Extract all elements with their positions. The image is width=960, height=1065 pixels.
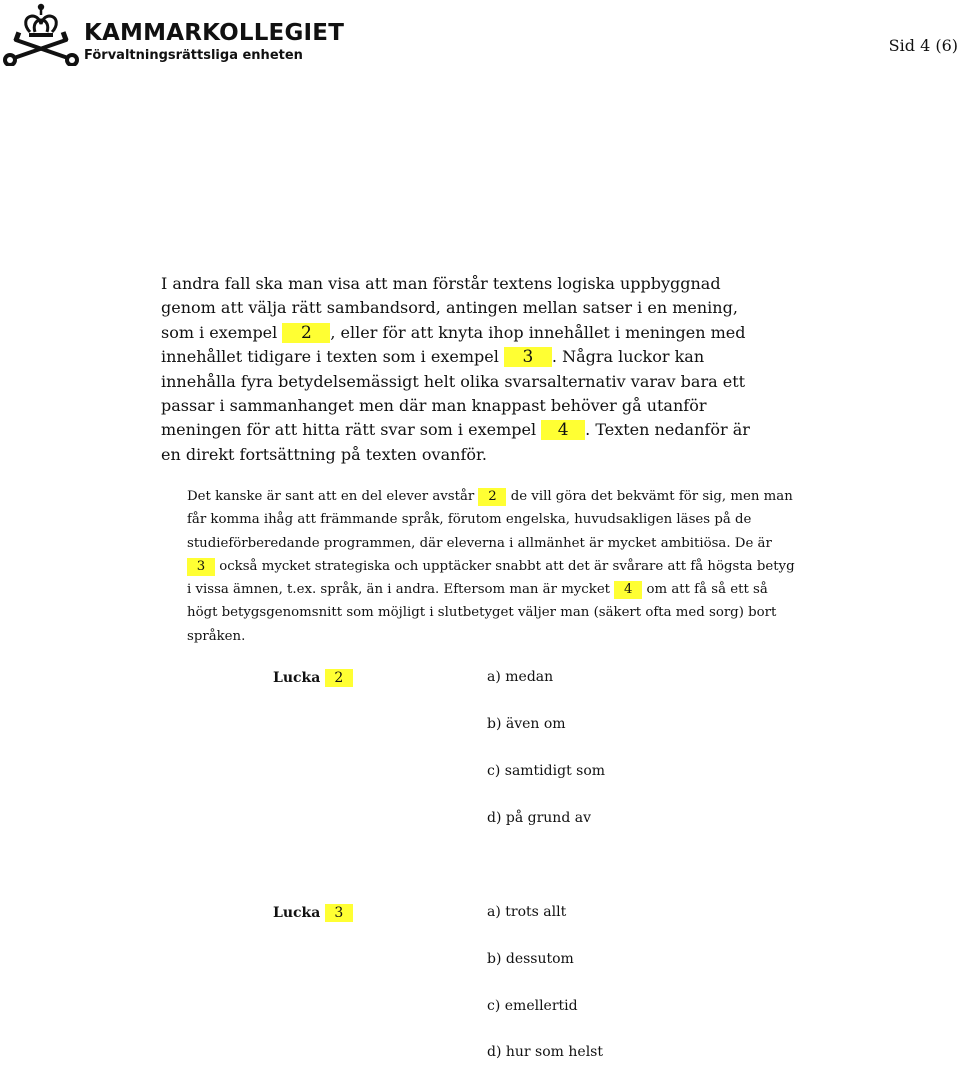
option-a[interactable]: a) trots allt bbox=[487, 904, 567, 920]
passage-line: högt betygsgenomsnitt som möjligt i slutbetyget väljer man (säkert ofta med sorg) bort bbox=[187, 605, 777, 621]
gap-input[interactable]: 4 bbox=[614, 581, 642, 599]
passage-text: också mycket strategiska och upptäcker snabbt att det är svårare att få högsta betyg bbox=[215, 558, 795, 574]
gap-marker: 4 bbox=[541, 420, 585, 440]
intro-text: innehållet tidigare i texten som i exempel bbox=[161, 347, 504, 367]
passage-line bbox=[187, 555, 957, 578]
option-b[interactable]: b) även om bbox=[487, 716, 566, 732]
kammarkollegiet-logo bbox=[2, 2, 80, 66]
intro-text: som i exempel bbox=[161, 322, 283, 342]
intro-text: . Texten nedanför är bbox=[585, 420, 750, 440]
passage-text: Det kanske är sant att en del elever avstår bbox=[187, 489, 479, 504]
passage-line bbox=[187, 485, 957, 508]
passage-line: får komma ihåg att främmande språk, förutom engelska, huvudsakligen läses på de bbox=[187, 512, 752, 528]
passage-line bbox=[187, 578, 957, 601]
gap-marker: 2 bbox=[282, 323, 330, 343]
intro-text: , eller för att knyta ihop innehållet i meningen med bbox=[330, 322, 746, 342]
intro-line: passar i sammanhanget men där man knappast behöver gå utanför bbox=[161, 396, 707, 416]
reading-passage bbox=[187, 485, 957, 648]
intro-line: genom att välja rätt sambandsord, antingen mellan satser i en mening, bbox=[161, 298, 738, 318]
question-number: 2 bbox=[325, 669, 353, 687]
page-number: Sid 4 (6) bbox=[888, 36, 958, 55]
passage-line: språken. bbox=[187, 628, 246, 644]
organization-name: KAMMARKOLLEGIET bbox=[84, 20, 345, 46]
option-d[interactable]: d) på grund av bbox=[487, 810, 591, 826]
option-d[interactable]: d) hur som helst bbox=[487, 1044, 603, 1060]
intro-line bbox=[161, 321, 951, 345]
option-c[interactable]: c) emellertid bbox=[487, 998, 578, 1014]
passage-text: de vill göra det bekvämt för sig, men man bbox=[506, 489, 793, 504]
option-b[interactable]: b) dessutom bbox=[487, 951, 574, 967]
intro-line bbox=[161, 345, 951, 369]
intro-line bbox=[161, 418, 951, 442]
option-c[interactable]: c) samtidigt som bbox=[487, 763, 606, 779]
intro-line: I andra fall ska man visa att man förstår textens logiska uppbyggnad bbox=[161, 274, 721, 293]
intro-text: . Några luckor kan bbox=[551, 347, 705, 367]
passage-text: om att få så ett så bbox=[642, 582, 768, 598]
passage-line: studieförberedande programmen, där eleverna i allmänhet är mycket ambitiösa. De är bbox=[187, 535, 772, 551]
intro-text: meningen för att hitta rätt svar som i exempel bbox=[161, 420, 542, 440]
question-label: Lucka bbox=[273, 905, 321, 921]
option-a[interactable]: a) medan bbox=[487, 669, 554, 685]
question-number: 3 bbox=[325, 904, 353, 922]
intro-line: en direkt fortsättning på texten ovanför. bbox=[161, 444, 487, 464]
intro-paragraph bbox=[161, 272, 951, 467]
gap-marker: 3 bbox=[504, 347, 552, 367]
intro-line: innehålla fyra betydelsemässigt helt olika svarsalternativ varav bara ett bbox=[161, 371, 746, 391]
organization-unit: Förvaltningsrättsliga enheten bbox=[84, 48, 303, 63]
question-label: Lucka bbox=[273, 670, 321, 686]
question-gap-2 bbox=[273, 669, 353, 687]
passage-text: i vissa ämnen, t.ex. språk, än i andra. Eftersom man är mycket bbox=[187, 582, 615, 598]
gap-input[interactable]: 3 bbox=[187, 558, 215, 576]
gap-input[interactable]: 2 bbox=[478, 488, 506, 506]
question-gap-3 bbox=[273, 904, 353, 922]
